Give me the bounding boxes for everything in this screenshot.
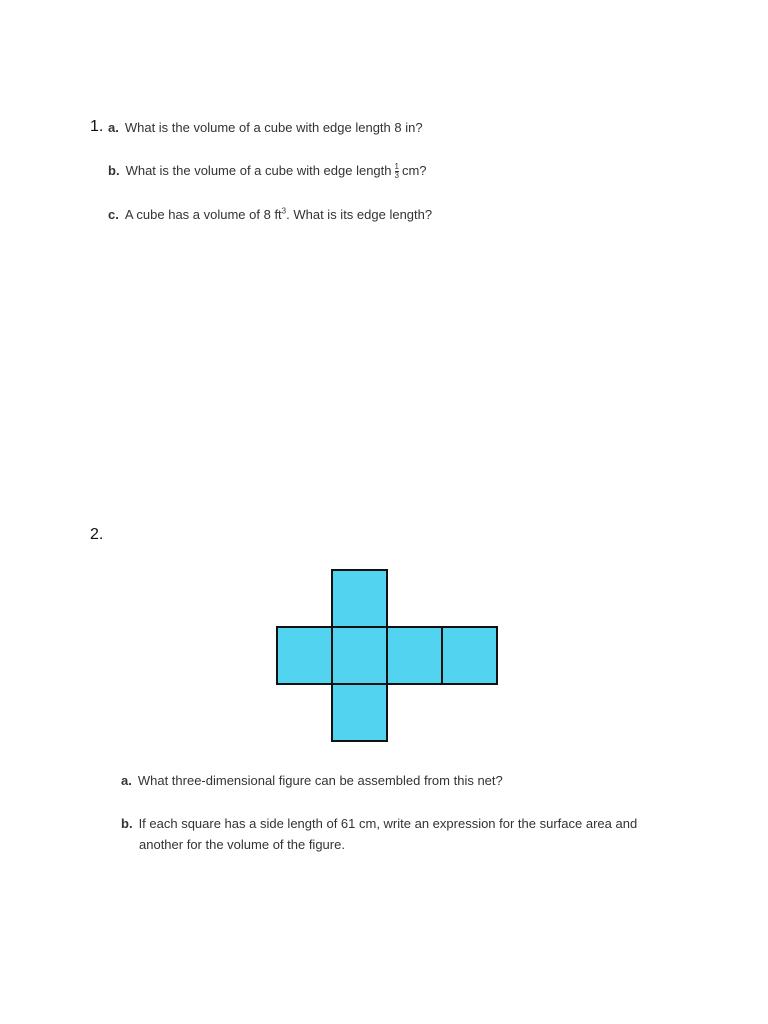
- net-square-right: [387, 627, 442, 684]
- question-1c-letter: c.: [108, 207, 119, 222]
- net-square-top: [332, 570, 387, 627]
- fraction-numerator: 1: [394, 162, 399, 172]
- question-1b: [108, 163, 427, 180]
- question-2a-text: What three-dimensional figure can be assembled from this net?: [137, 773, 503, 788]
- question-2b-line2: another for the volume of the figure.: [139, 837, 345, 852]
- fraction-denominator: 3: [394, 171, 399, 181]
- question-1a-letter: a.: [108, 120, 119, 135]
- net-square-center: [332, 627, 387, 684]
- question-1c-text-before: A cube has a volume of 8 ft: [124, 207, 282, 222]
- net-square-left: [277, 627, 332, 684]
- question-2b-line1: If each square has a side length of 61 cm, write an expression for the surface area and: [138, 816, 638, 831]
- question-1-number: 1.: [90, 118, 104, 135]
- question-2b: [121, 816, 637, 832]
- question-2b-continuation: [139, 837, 345, 853]
- question-1b-text-after: cm?: [401, 163, 427, 178]
- fraction-one-third: [395, 163, 399, 180]
- question-1b-letter: b.: [108, 163, 120, 178]
- question-2a-letter: a.: [121, 773, 132, 788]
- question-2b-letter: b.: [121, 816, 133, 831]
- question-1b-text-before: What is the volume of a cube with edge length: [125, 163, 392, 178]
- question-1a-text: What is the volume of a cube with edge length 8 in?: [124, 120, 423, 135]
- question-2-number: 2.: [90, 526, 104, 543]
- net-square-far-right: [442, 627, 497, 684]
- question-1c-text-after: . What is its edge length?: [286, 207, 433, 222]
- question-1c-exponent: 3: [281, 206, 287, 216]
- question-1c: [108, 207, 432, 223]
- question-2a: [121, 773, 503, 789]
- net-square-bottom: [332, 684, 387, 741]
- question-1a: [108, 120, 423, 136]
